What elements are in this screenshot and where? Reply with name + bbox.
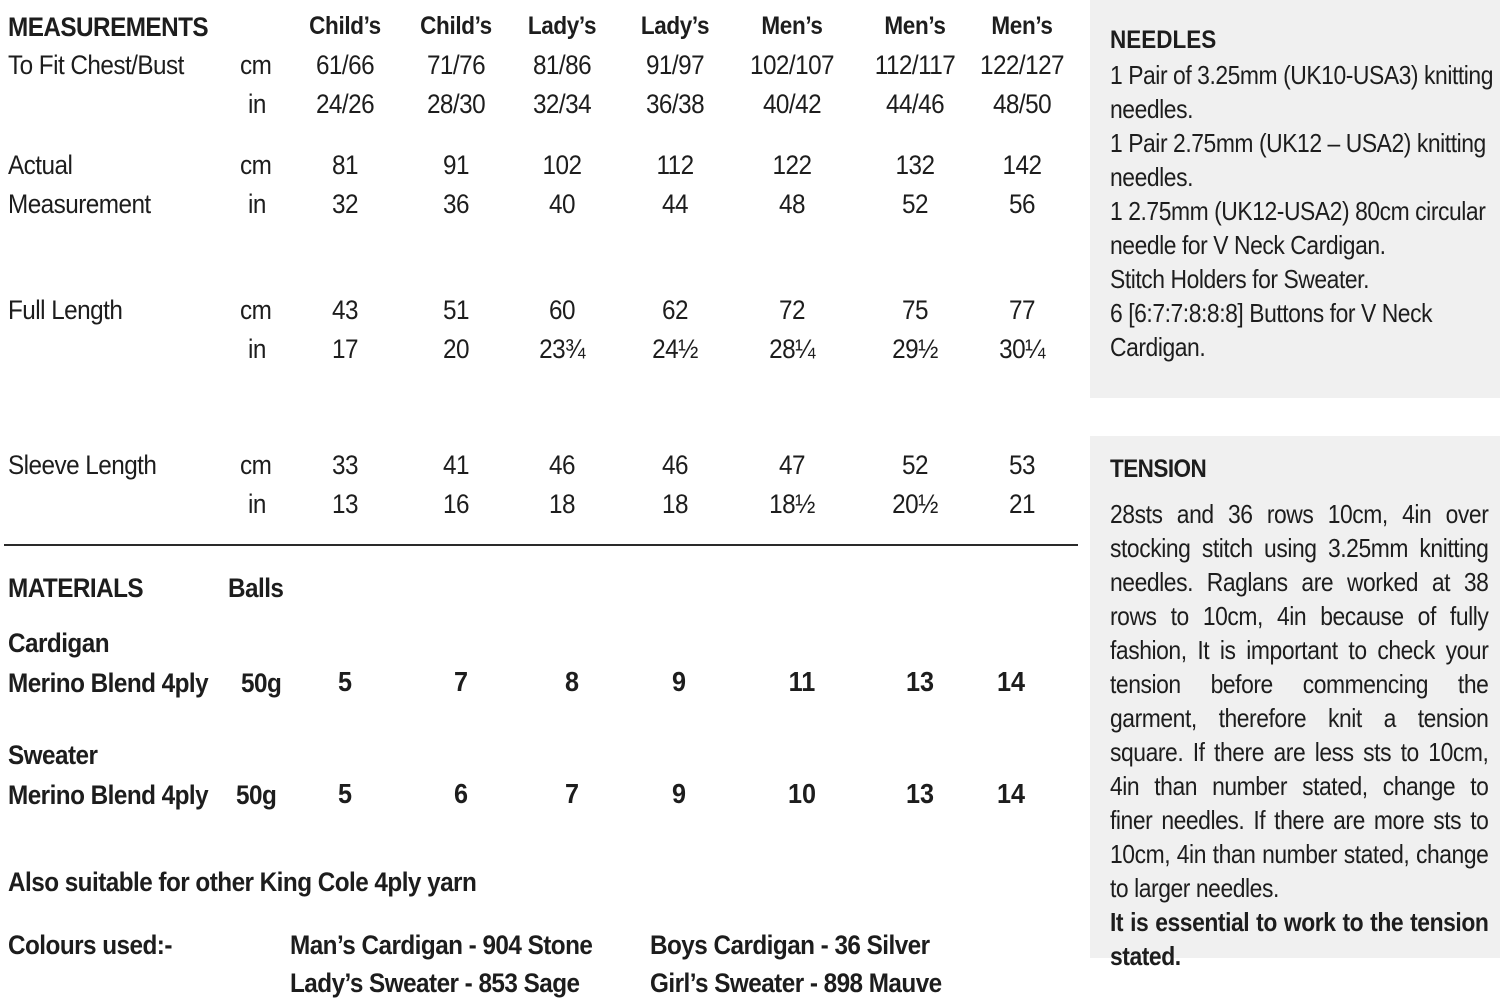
table-cell-cm: 52 xyxy=(902,450,928,480)
table-cell-cm: 81 xyxy=(332,150,358,180)
material-weight: 50g xyxy=(241,668,282,698)
table-cell-in: 52 xyxy=(902,189,928,219)
table-cell-cm: 81/86 xyxy=(532,50,592,80)
material-yarn: Merino Blend 4ply xyxy=(8,668,209,698)
material-weight: 50g xyxy=(236,780,277,810)
unit-cm: cm xyxy=(240,450,272,480)
table-cell-cm: 51 xyxy=(443,295,469,325)
table-cell-cm: 77 xyxy=(1009,295,1035,325)
table-cell-cm: 91 xyxy=(443,150,469,180)
colour-boys-cardigan: Boys Cardigan - 36 Silver xyxy=(650,930,930,960)
needles-title: NEEDLES xyxy=(1110,26,1217,54)
needles-line: Stitch Holders for Sweater. xyxy=(1110,264,1369,294)
ball-count: 10 xyxy=(787,778,817,809)
table-cell-cm: 71/76 xyxy=(426,50,486,80)
table-cell-in: 29½ xyxy=(892,334,938,364)
size-header: Lady’s xyxy=(640,12,710,40)
table-cell-cm: 41 xyxy=(443,450,469,480)
row-label: Actual xyxy=(8,150,73,180)
table-cell-cm: 46 xyxy=(662,450,688,480)
ball-count: 9 xyxy=(671,778,687,809)
table-cell-in: 18½ xyxy=(769,489,815,519)
needles-line: 1 2.75mm (UK12-USA2) 80cm circular xyxy=(1110,196,1486,226)
table-cell-in: 17 xyxy=(332,334,358,364)
colours-label: Colours used:- xyxy=(8,930,172,960)
table-cell-in: 18 xyxy=(662,489,688,519)
table-cell-cm: 122 xyxy=(772,150,812,180)
table-cell-in: 23¾ xyxy=(539,334,585,364)
tension-essential-note: It is essential to work to the tension stated. xyxy=(1110,907,1489,971)
ball-count: 11 xyxy=(788,666,816,697)
colour-ladys-sweater: Lady’s Sweater - 853 Sage xyxy=(290,968,580,998)
ball-count: 6 xyxy=(453,778,469,809)
ball-count: 13 xyxy=(905,778,935,809)
row-label: Measurement xyxy=(8,189,151,219)
colour-girls-sweater: Girl’s Sweater - 898 Mauve xyxy=(650,968,942,998)
table-cell-in: 24/26 xyxy=(315,89,375,119)
table-cell-in: 40 xyxy=(549,189,575,219)
table-cell-cm: 112/117 xyxy=(874,50,956,80)
unit-cm: cm xyxy=(240,295,272,325)
section-divider xyxy=(4,544,1078,546)
ball-count: 14 xyxy=(996,666,1026,697)
size-header: Men’s xyxy=(991,12,1053,40)
also-suitable-note: Also suitable for other King Cole 4ply yarn xyxy=(8,867,477,897)
table-cell-cm: 91/97 xyxy=(645,50,705,80)
ball-count: 7 xyxy=(564,778,580,809)
ball-count: 9 xyxy=(671,666,687,697)
table-cell-in: 32/34 xyxy=(532,89,592,119)
table-cell-cm: 47 xyxy=(779,450,805,480)
size-header: Lady’s xyxy=(527,12,597,40)
table-cell-cm: 43 xyxy=(332,295,358,325)
table-cell-cm: 72 xyxy=(779,295,805,325)
table-cell-in: 21 xyxy=(1009,489,1035,519)
needles-line: needle for V Neck Cardigan. xyxy=(1110,230,1386,260)
size-header: Child’s xyxy=(309,12,381,40)
needles-line: 6 [6:7:7:8:8:8] Buttons for V Neck xyxy=(1110,298,1433,328)
ball-count: 5 xyxy=(337,666,353,697)
needles-line: 1 Pair 2.75mm (UK12 – USA2) knitting xyxy=(1110,128,1486,158)
size-header: Men’s xyxy=(761,12,823,40)
table-cell-in: 18 xyxy=(549,489,575,519)
balls-label: Balls xyxy=(228,573,284,603)
table-cell-in: 56 xyxy=(1009,189,1035,219)
tension-title: TENSION xyxy=(1110,455,1207,483)
material-name: Cardigan xyxy=(8,628,109,658)
row-label: Sleeve Length xyxy=(8,450,157,480)
table-cell-in: 28¼ xyxy=(769,334,815,364)
table-cell-cm: 62 xyxy=(662,295,688,325)
tension-body: 28sts and 36 rows 10cm, 4in over stocking stitch using 3.25mm knitting needles. Raglans are worked at 38 rows to 10cm, 4in because of fully fashion, It is important to check your tension before commencing the garment, therefore knit a tension square. If there are less sts to 10cm, 4in than number stated, change to finer needles. If there are more sts to 10cm, 4in than number stated, change to larger needles. xyxy=(1110,499,1489,903)
table-cell-cm: 102/107 xyxy=(749,50,835,80)
unit-in: in xyxy=(248,189,266,219)
measurements-title: MEASUREMENTS xyxy=(8,12,209,42)
table-cell-cm: 53 xyxy=(1009,450,1035,480)
ball-count: 14 xyxy=(996,778,1026,809)
table-cell-cm: 61/66 xyxy=(315,50,375,80)
table-cell-cm: 75 xyxy=(902,295,928,325)
table-cell-in: 44/46 xyxy=(885,89,945,119)
table-cell-in: 30¼ xyxy=(999,334,1045,364)
needles-line: needles. xyxy=(1110,162,1193,192)
unit-cm: cm xyxy=(240,150,272,180)
table-cell-in: 28/30 xyxy=(426,89,486,119)
row-label: Full Length xyxy=(8,295,123,325)
needles-line: 1 Pair of 3.25mm (UK10-USA3) knitting xyxy=(1110,60,1494,90)
ball-count: 7 xyxy=(453,666,469,697)
table-cell-cm: 132 xyxy=(895,150,935,180)
table-cell-in: 20½ xyxy=(892,489,938,519)
materials-title: MATERIALS xyxy=(8,573,144,603)
table-cell-in: 44 xyxy=(662,189,688,219)
table-cell-cm: 122/127 xyxy=(979,50,1065,80)
unit-in: in xyxy=(248,89,266,119)
needles-line: Cardigan. xyxy=(1110,332,1206,362)
material-yarn: Merino Blend 4ply xyxy=(8,780,209,810)
table-cell-cm: 46 xyxy=(549,450,575,480)
table-cell-in: 48 xyxy=(779,189,805,219)
table-cell-cm: 60 xyxy=(549,295,575,325)
table-cell-in: 13 xyxy=(332,489,358,519)
needles-list xyxy=(1110,58,1494,364)
table-cell-in: 36/38 xyxy=(645,89,705,119)
table-cell-in: 40/42 xyxy=(762,89,822,119)
table-cell-in: 20 xyxy=(443,334,469,364)
table-cell-cm: 142 xyxy=(1002,150,1042,180)
tension-text xyxy=(1110,497,1488,973)
table-cell-in: 32 xyxy=(332,189,358,219)
table-cell-cm: 102 xyxy=(542,150,582,180)
size-header: Men’s xyxy=(884,12,946,40)
table-cell-cm: 33 xyxy=(332,450,358,480)
unit-in: in xyxy=(248,489,266,519)
table-cell-in: 48/50 xyxy=(992,89,1052,119)
colour-mans-cardigan: Man’s Cardigan - 904 Stone xyxy=(290,930,593,960)
ball-count: 13 xyxy=(905,666,935,697)
ball-count: 8 xyxy=(564,666,580,697)
needles-line: needles. xyxy=(1110,94,1193,124)
material-name: Sweater xyxy=(8,740,98,770)
table-cell-in: 24½ xyxy=(652,334,698,364)
ball-count: 5 xyxy=(337,778,353,809)
size-header: Child’s xyxy=(420,12,492,40)
table-cell-in: 36 xyxy=(443,189,469,219)
row-label: To Fit Chest/Bust xyxy=(8,50,184,80)
table-cell-cm: 112 xyxy=(656,150,694,180)
table-cell-in: 16 xyxy=(443,489,469,519)
unit-in: in xyxy=(248,334,266,364)
unit-cm: cm xyxy=(240,50,272,80)
